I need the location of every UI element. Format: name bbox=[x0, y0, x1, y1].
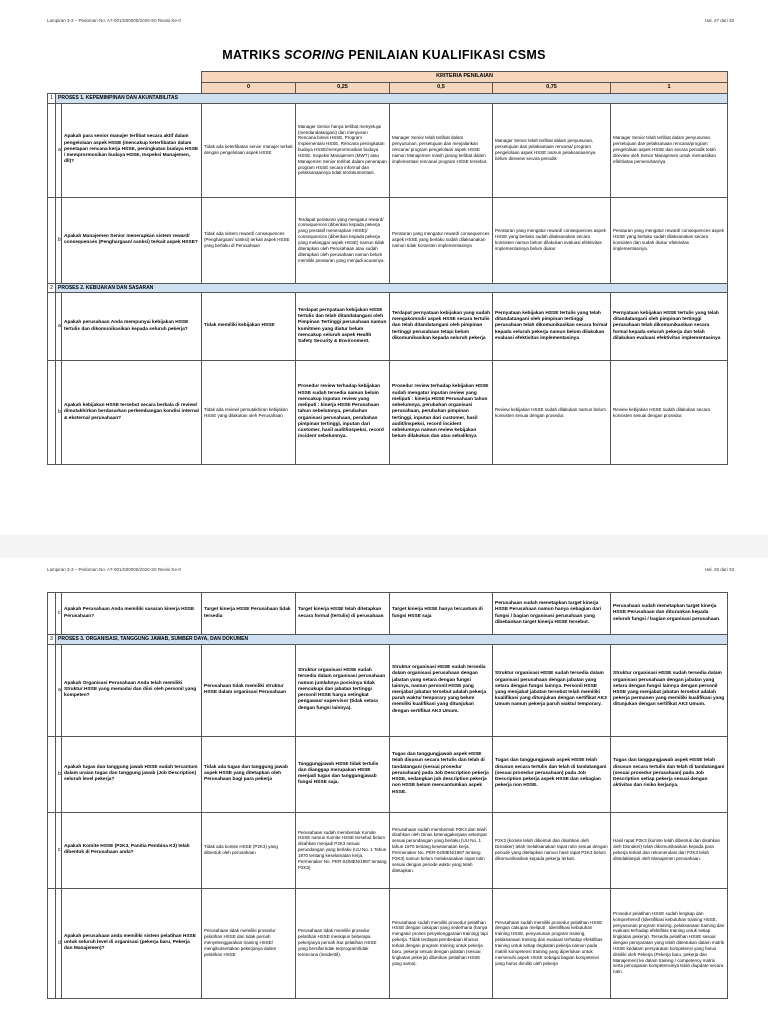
page-number: Hal. 28 dari 33 bbox=[704, 567, 734, 572]
criteria-075: Perusahaan sudah menetapkan target kinerja HSSE Perusahaan namun hanya sebagian dari fungsi / bagian organisasi perusahaan yang dibebankan target kinerja HSSE tersebut. bbox=[493, 593, 611, 635]
score-05: 0,5 bbox=[390, 83, 493, 94]
criteria-075: Review kebijakan HSSE sudah dilakukan namun belum konsisten sesuai dengan prosedur. bbox=[493, 361, 611, 465]
criteria-0: Tidak ada review/ pemutakhiran kebijakan HSSE yang dilakukan oleh Perusahaan bbox=[202, 361, 296, 465]
criteria-1: Tugas dan tanggungjawab aspek HSSE telah disusun secara tertulis dan telah di tandatangani (sesuai prosedur perusahaan) pada Job Description setiap pekerja sesuai dengan aktivitas dan risiko kerjanya. bbox=[611, 736, 728, 812]
criteria-1: Prosedur pelatihan HSSE sudah lengkap dan komprehensif (Identifikasi kebutuhan training HSSE, penyusunan program training, pelaksanaan training dan evaluasi terhadap efektifitas training untuk setiap tingkatan pekerja). Tersedia pelatihan HSSE sesuai dengan persyaratan yang telah ditentukan dalam matrik HSSE kedalam persyaratan kompetensi yang harus dimiliki oleh Pekerja (Pekerja baru, pekerja dan Manajemen) ke dalam training / competency matrix serta pencapaian kompetensinya telah diupdate secara rutin. bbox=[611, 888, 728, 998]
score-0: 0 bbox=[202, 83, 296, 94]
score-025: 0,25 bbox=[296, 83, 390, 94]
criteria-075: Struktur organisasi HSSE sudah tersedia dalam organisasi perusahaan dengan jabatan yang setara dengan fungsi lainnya. Personil HSSE yang menjabat jabatan tersebut telah memiliki kualifikasi yang ditunjukan dengan sertifikat AK3 Umum namun pekerja paruh waktu/ temporary. bbox=[493, 644, 611, 736]
criteria-05: Struktur organisasi HSSE sudah tersedia dalam organisasi perusahaan dengan jabatan yang setara dengan fungsi lainnya, namun personil HSSE yang menjabat jabatan tersebut adalah pekerja paruh waktu/ temporary yang belum memiliki kualifikasi yang ditunjukan dengan sertifikat AK3 Umum. bbox=[390, 644, 493, 736]
criteria-075: Peraturan yang mengatur reward/ consequences aspek HSSE yang berlaku sudah dilaksanakan secara konsisten namun belum dilakukan evaluasi efektivitas implementasinya belum diukur bbox=[493, 197, 611, 283]
section-number: 2 bbox=[48, 283, 56, 293]
criteria-05: Perusahaan sudah membentuk P2K3 dan telah disahkan oleh Dinas ketenagakerjaan setempat sesuai perundangan yang berlaku (UU No. 1 tahun 1970 tentang keselamatan kerja, Permenaker No. PER-04/MEN/1987 tentang P2K3) namun belum melaksanakan rapat rutin sesuai dengan periode waktu yang telah ditetapkan. bbox=[390, 812, 493, 888]
criteria-025: Terdapat peraturan yang mengatur reward/ consequences (diberikan kepada pekerja yang prestatif menerapkan HSSE)/ consequences (diberikan kepada pekerja yang melanggar aspek HSSE) namun tidak diterapkan oleh Perusahaan atau sudah diterapkan oleh perusahaan namun belum memiliki peraturan yang menjadi acuannya. bbox=[296, 197, 390, 283]
section-number: 1 bbox=[48, 94, 56, 104]
criteria-025: Tanggungjawab HSSE tidak tertulis dan dianggap merupakan HSSE menjadi tugas dan tanggungjawab fungsi HSSE saja. bbox=[296, 736, 390, 812]
criteria-05: Manager Senior telah terlibat dalam penyusunan, persetujuan dan menjalankan rencana/ program pengelolaan aspek HSSE namun Manajemen masih jarang terlibat dalam implementasi rencana/ program HSSE tersebut. bbox=[390, 103, 493, 197]
criteria-1: Struktur organisasi HSSE sudah tersedia dalam organisasi perusahaan dengan jabatan yang setara dengan fungsi lainnya dengan personil HSSE yang menjabat jabatan tersebut adalah pekerja permanen yang memiliki kualifikasi yang ditunjukan dengan sertifikat AK3 Umum. bbox=[611, 644, 728, 736]
criteria-05: Tugas dan tanggungjawab aspek HSSE telah disusun secara tertulis dan telah di tandatangani (sesuai prosedur perusahaan) pada Job Description pekerja HSSE, sedangkan job description pekerja non HSSE belum mencantumkan aspek HSSE. bbox=[390, 736, 493, 812]
criteria-1: Manager Senior telah terlibat dalam penyusunan, persetujuan dan pelaksanaan rencana/program pengelolaan aspek HSSE dan secara periodik telah direview oleh Senior Manajemen untuk memastikan efektivitas pemenuhannya. bbox=[611, 103, 728, 197]
question: Apakah tugas dan tanggung jawab HSSE sudah tercantum dalam uraian tugas dan tanggung jawab (Job Description) seluruh level pekerja? bbox=[62, 736, 202, 812]
criteria-075: Manager Senior telah terlibat dalam penyusunan, persetujuan dan pelaksanaan rencana/ program pengelolaan aspek HSSE namun pelaksanaannya belum direview secara periodik bbox=[493, 103, 611, 197]
row-letter: a bbox=[56, 644, 62, 736]
row-letter: d bbox=[56, 888, 62, 998]
question: Apakah Perusahaan Anda memiliki sasaran kinerja HSSE Perusahaan? bbox=[62, 593, 202, 635]
header-reference: Lampiran 3-3 – Pedoman No. A7-001/S00000/2020-S0 Revisi Ke-0 bbox=[47, 567, 181, 572]
question: Apakah kebijakan HSSE tersebut secara berkala di review/ dimutakhirkan berdasarkan perkembangan kondisi internal & eksternal perusahaan? bbox=[62, 361, 202, 465]
criteria-0: Perusahaan tidak memiliki struktur HSSE dalam organisasi Perusahaan bbox=[202, 644, 296, 736]
criteria-05: Terdapat pernyataan kebijakan yang sudah mengakomodir aspek HSSE secara tertulis dan telah ditandatangani oleh pimpinan tertinggi perusahaan tetapi belum dikomunikasikan kepada seluruh pekerja bbox=[390, 293, 493, 361]
criteria-0: Target kinerja HSSE Perusahaan tidak tersedia bbox=[202, 593, 296, 635]
criteria-075: Pernyataan kebijakan HSSE tertulis yang telah ditandatangani oleh pimpinan tertinggi perusahaan telah dikomunikasikan secara formal kepada seluruh pekerja namun belum dilakukan evaluasi efektivitas implementasinya bbox=[493, 293, 611, 361]
row-letter: b bbox=[56, 197, 62, 283]
criteria-1: Hasil rapat P2K3 (komite telah dibentuk dan disahkan oleh Disnaker) telah dikomunikasikan kepada para pekerja terkait dan rekomendasi dari P2K3 telah ditindaklanjuti oleh Manajemen perusahaan. bbox=[611, 812, 728, 888]
criteria-05: Peraturan yang mengatur reward/ consequences aspek HSSE yang berlaku sudah dilaksanakan namun tidak konsisten implementasinya bbox=[390, 197, 493, 283]
criteria-1: Review kebijakan HSSE sudah dilakukan secara konsisten sesuai dengan prosedur. bbox=[611, 361, 728, 465]
row-letter: c bbox=[56, 812, 62, 888]
question: Apakah para senior manajer terlibat secara aktif dalam pengelolaan aspek HSSE (mencakup keterlibatan dalam penetapan rencana kerja HSSE, peningkatan budaya HSSE / memprormosikan budaya HSSE, Inspeksi Manajemen, dll)? bbox=[62, 103, 202, 197]
document-title: MATRIKS SCORING PENILAIAN KUALIFIKASI CSMS bbox=[222, 48, 546, 62]
row-letter: a bbox=[56, 293, 62, 361]
criteria-0: Tidak memiliki kebijakan HSSE bbox=[202, 293, 296, 361]
criteria-0: Tidak ada sistem reward/ consequences (Penghargaan/ sanksi) terkait aspek HSSE yang berlaku di Perusahaan bbox=[202, 197, 296, 283]
criteria-075: Tugas dan tanggungjawab aspek HSSE telah disusun secara tertulis dan telah di tandatangani (sesuai prosedur perusahaan) pada Job Description pekerja aspek HSSE dan sebagian pekerja non HSSE. bbox=[493, 736, 611, 812]
criteria-025: Perusahaan tidak memiliki prosedur pelatihan HSSE meskipun beberapa pekerjanya pernah ikut pelatihan HSSE yang bersifat tidak terprogram/tidak terencana (insidentil). bbox=[296, 888, 390, 998]
criteria-05: Target kinerja HSSE hanya tercantum di fungsi HSSE saja bbox=[390, 593, 493, 635]
question: Apakah perusahaan anda memiliki sistem pelatihan HSSE untuk seluruh level di organisasi (pekerja baru, Pekerja dan Manajemen)? bbox=[62, 888, 202, 998]
criteria-0: Tidak ada tugas dan tanggung jawab aspek HSSE yang ditetapkan oleh Perusahaan bagi para pekerja bbox=[202, 736, 296, 812]
scoring-matrix-page2 bbox=[47, 592, 728, 999]
criteria-0: Perusahaan tidak memiliki prosedur pelatihan HSSE dan tidak pernah menyelenggarakan training HSSE/ mengikutsertakan pekerjanya dalam pelatihan HSSE bbox=[202, 888, 296, 998]
criteria-025: Prosedur review terhadap kebijakan HSSE sudah tersedia namun belum mencakup inputan review yang meliputi : kinerja HSSE Perusahaan tahun sebelumnya, perubahan organisasi perusahaan, perubahan pimpinan tertinggi, inputan dari customer, hasil audit/inspeksi, record incident sebelumnya. bbox=[296, 361, 390, 465]
criteria-1: Peraturan yang mengatur reward/ consequences aspek HSSE yang berlaku sudah dilaksanakan secara konsisten dan sudah diukur efektivitas implementasinya. bbox=[611, 197, 728, 283]
criteria-025: Manager Senior hanya terlibat menyetujui (mendandatangani) dan menyusun Rencana bisnis HSSE, Program Implementasi HSSE, Rencana peningkatan budaya HSSE/memprormosikan budaya HSSE, Inspeksi Manajemen (MWT) atau Manajemen Senior terlibat dalam penerapan program HSSE secara informal dan pelaksanaannya tidak terdokumentasi. bbox=[296, 103, 390, 197]
row-letter: c bbox=[56, 593, 62, 635]
criteria-075: Perusahaan sudah memiliki prosedur pelatihan HSSE dengan cakupan meliputi : Identifikasi kebutuhan training HSSE, penyusunan program training, pelaksanaan training dan evaluasi terhadap efektifitas training untuk setiap tingkatan pekerja namun pada matrik kompetensi training yang diperlukan untuk memenuhi aspek HSSE sebagai bagian kompetensi yang harus dimiliki oleh pekerja bbox=[493, 888, 611, 998]
header-reference: Lampiran 3-3 – Pedoman No. A7-001/S00000/2020-S0 Revisi Ke-0 bbox=[47, 18, 181, 23]
section-title: PROSES 3. ORGANISASI, TANGGUNG JAWAB, SUMBER DAYA, DAN DOKUMEN bbox=[56, 635, 728, 645]
criteria-025: Perusahaan sudah membentuk Komite HSSE namun Komite HSSE tersebut belum disahkan menjadi P2K3 sesuai perundangan yang berlaku (UU No. 1 Tahun 1970 tentang keselamatan kerja, Permenaker No. PER-04/MEN/1987 tentang P2K3) bbox=[296, 812, 390, 888]
criteria-1: Perusahaan sudah menetapkan target kinerja HSSE Perusahaan dan diturunkan kepada seluruh fungsi / bagian organisasi perusahaan. bbox=[611, 593, 728, 635]
row-letter: a bbox=[56, 103, 62, 197]
question: Apakah Komite HSSE (P2K3, Panitia Pembina K3) telah dibentuk di Perusahaan anda? bbox=[62, 812, 202, 888]
criteria-025: Target kinerja HSSE telah ditetapkan secara formal (tertulis) di perusahaan bbox=[296, 593, 390, 635]
criteria-1: Pernyataan kebijakan HSSE tertulis yang telah ditandatangani oleh pimpinan tertinggi perusahaan telah dikomunikasikan secara formal kepada seluruh pekerja dan telah dilakukan evaluasi efektivitas implementasinya bbox=[611, 293, 728, 361]
section-number: 3 bbox=[48, 635, 56, 645]
row-letter: b bbox=[56, 736, 62, 812]
page-number: Hal. 27 dari 33 bbox=[704, 18, 734, 23]
section-title: PROSES 1. KEPEMIMPINAN DAN AKUNTABILITAS bbox=[56, 94, 728, 104]
criteria-header: KRITERIA PENILAIAN bbox=[202, 72, 728, 83]
page-gap bbox=[0, 535, 768, 558]
score-1: 1 bbox=[611, 83, 728, 94]
criteria-05: Prosedur review terhadap kebijakan HSSE sudah mengatur inputan review yang meliputi : kinerja HSSE Perusahaan tahun sebelumnya, perubahan organisasi perusahaan, perubahan pimpinan tertinggi, inputan dari customer, hasil audit/inspeksi, record incident sebelumnya namun review kebijakan belum dilakukan dan atau sebaliknya bbox=[390, 361, 493, 465]
question: Apakah Organisasi Perusahaan Anda telah memiliki Struktur HSSE yang memadai dan diisi oleh personil yang kompeten? bbox=[62, 644, 202, 736]
criteria-025: Terdapat pernyataan kebijakan HSSE tertulis dan telah ditandatangani oleh Pimpinan Tertinggi perusahaan namun komitmen yang diatur belum mencakup seluruh aspek Health Safety Security & Environment. bbox=[296, 293, 390, 361]
criteria-025: Struktur organisasi HSSE sudah tersedia dalam organisasi perusahaan namun jumlahnya posisinya tidak mencukupi dan jabatan tertinggi personil HSSE hanya setingkat pengawas/ supervisor (tidak setara dengan fungsi lainnya). bbox=[296, 644, 390, 736]
score-075: 0,75 bbox=[493, 83, 611, 94]
section-title: PROSES 2. KEBIJAKAN DAN SASARAN bbox=[56, 283, 728, 293]
criteria-0: Tidak ada keterlibatan senior manajer terkait dengan pengelolaan aspek HSSE bbox=[202, 103, 296, 197]
scoring-matrix-page1 bbox=[47, 71, 728, 465]
criteria-0: Tidak ada komite HSSE (P2K3) yang dibentuk oleh perusahaan bbox=[202, 812, 296, 888]
criteria-075: P2K3 (komite telah dibentuk dan disahkan oleh Disnaker) telah melaksanakan rapat rutin sesuai dengan periode yang ditetapkan namun hasil rapat P2K3 belum dikomunikasikan kepada pekerja terkait. bbox=[493, 812, 611, 888]
criteria-05: Perusahaan sudah memiliki prosedur pelatihan HSSE dengan cakupan yang sederhana (hanya mengatur proses penyelenggaraan training) tapi pekerja. Tidak terdapat pembedaan khusus terkait dengan program training untuk pekerja baru, pekerja sesuai dengan jabatan (sesuai tingkatan pekerja) diberikan pelatihan HSSE yang sama). bbox=[390, 888, 493, 998]
question: Apakah perusahaan Anda mempunyai kebijakan HSSE tertulis dan dikomunikasikan kepada seluruh pekerja? bbox=[62, 293, 202, 361]
row-letter: b bbox=[56, 361, 62, 465]
question: Apakah Manajemen Senior menerapkan sistem reward/ consequences (Penghargaan/ sanksi) terkait aspek HSSE? bbox=[62, 197, 202, 283]
